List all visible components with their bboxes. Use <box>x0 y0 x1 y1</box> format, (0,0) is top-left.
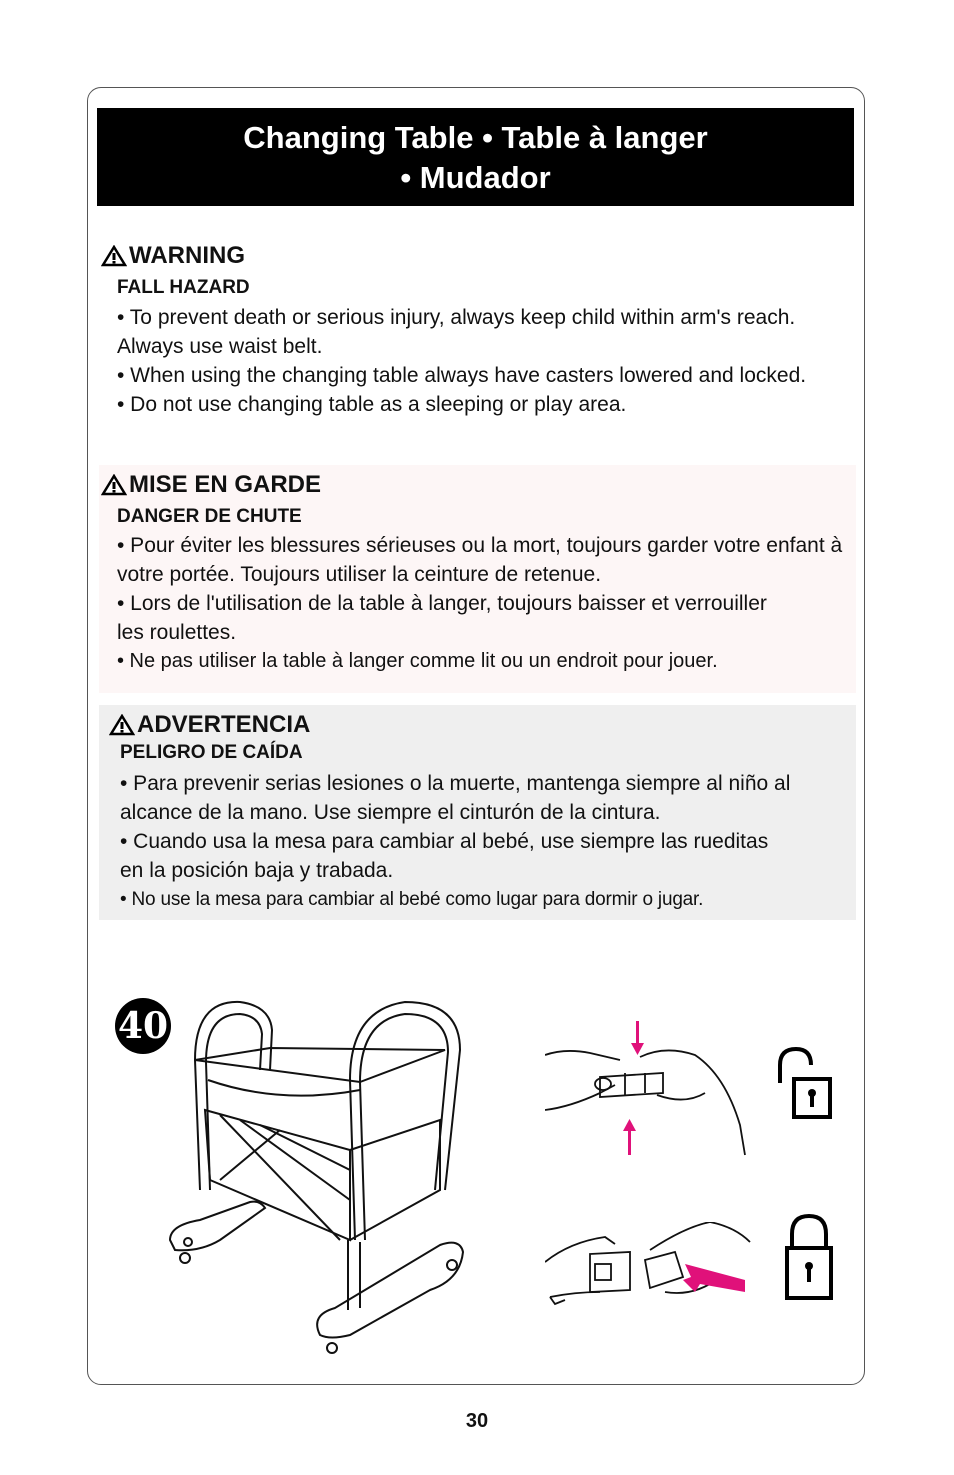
bullet-item: • Ne pas utiliser la table à langer comme lit ou un endroit pour jouer. <box>117 650 718 672</box>
bullet-item: • To prevent death or serious injury, always keep child within arm's reach. Always use waist belt. <box>117 306 796 358</box>
warning-section-fr <box>99 465 856 693</box>
bullet-item: • No use la mesa para cambiar al bebé como lugar para dormir o jugar. <box>120 889 704 910</box>
hazard-subheading-es: PELIGRO DE CAÍDA <box>120 742 303 763</box>
warning-triangle-icon <box>101 245 127 267</box>
heading-text: WARNING <box>129 242 245 269</box>
title-line-1: Changing Table • Table à langer <box>243 120 708 155</box>
buckle-release-illustration <box>545 1015 755 1165</box>
bullet-item: • Para prevenir serias lesiones o la muerte, mantenga siempre al niño al alcance de la mano. Use siempre el cinturón de la cintura. <box>120 772 791 824</box>
warning-heading-en <box>101 242 245 270</box>
changing-table-illustration <box>160 990 470 1360</box>
bullets-fr <box>117 531 857 676</box>
bullet-item: • Do not use changing table as a sleeping or play area. <box>117 393 627 416</box>
bullets-es <box>120 769 820 914</box>
bullet-item: • Cuando usa la mesa para cambiar al bebé, use siempre las rueditas en la posición baja y trabada. <box>120 830 769 882</box>
warning-triangle-icon <box>101 474 127 496</box>
warning-section-en <box>99 236 856 448</box>
heading-text: MISE EN GARDE <box>129 471 322 498</box>
bullets-en <box>117 303 837 419</box>
title-line-2: • Mudador <box>400 160 551 195</box>
page-number: 30 <box>465 1410 489 1432</box>
buckle-fasten-illustration <box>545 1222 755 1327</box>
warning-heading-es <box>109 711 310 739</box>
warning-triangle-icon <box>109 714 135 736</box>
step-number-badge: 40 <box>115 998 171 1054</box>
hazard-subheading-fr: DANGER DE CHUTE <box>117 506 302 527</box>
bullet-item: • Pour éviter les blessures sérieuses ou la mort, toujours garder votre enfant à votre portée. Toujours utiliser la ceinture de retenue. <box>117 534 843 586</box>
warning-heading-fr <box>101 471 321 499</box>
bullet-item: • Lors de l'utilisation de la table à langer, toujours baisser et verrouiller les roulettes. <box>117 592 767 644</box>
locked-padlock-icon <box>784 1212 834 1302</box>
bullet-item: • When using the changing table always have casters lowered and locked. <box>117 364 807 387</box>
heading-text: ADVERTENCIA <box>137 711 311 738</box>
page-title <box>97 108 854 206</box>
hazard-subheading-en: FALL HAZARD <box>117 277 250 298</box>
unlocked-padlock-icon <box>774 1045 834 1120</box>
warning-section-es <box>99 705 856 920</box>
